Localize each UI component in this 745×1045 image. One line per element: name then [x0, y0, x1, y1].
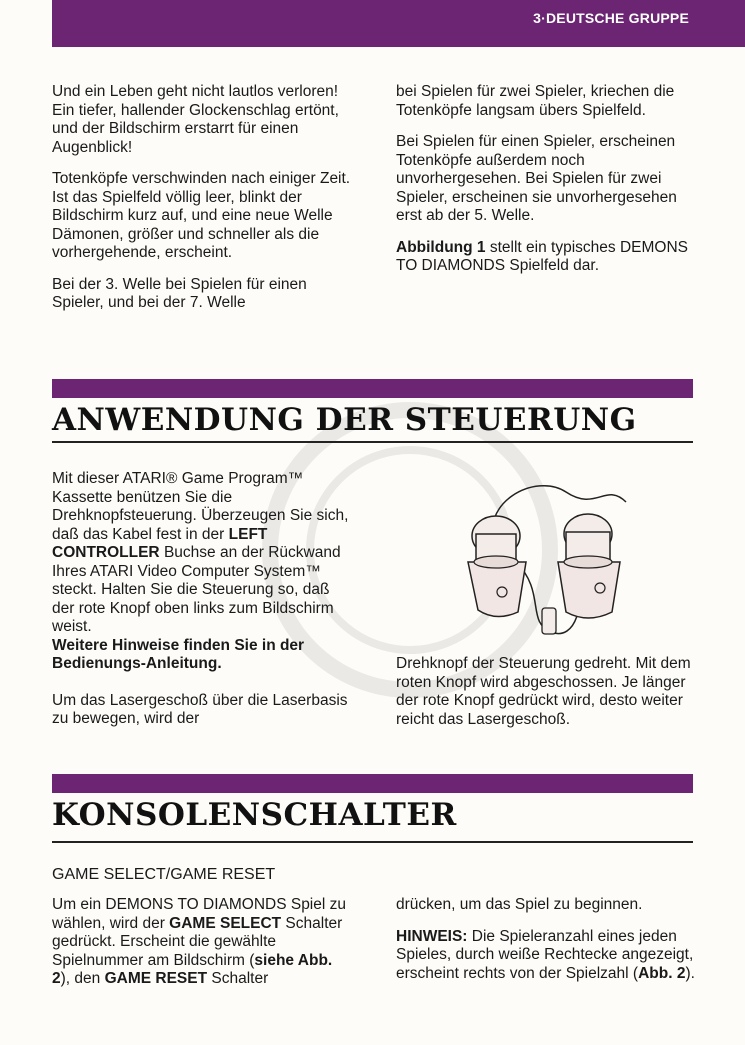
note-label: HINWEIS: [396, 927, 468, 945]
steuerung-paragraph [52, 470, 352, 637]
divider [52, 441, 693, 443]
konsole-paragraph: drücken, um das Spiel zu beginnen. [396, 896, 643, 913]
section-bar [52, 379, 693, 398]
game-select-label: GAME SELECT [169, 914, 282, 932]
section-bar [52, 774, 693, 793]
paragraph-text: Um ein DEMONS TO DIAMONDS Spiel zu wählen, wird der [52, 896, 346, 932]
manual-note [52, 637, 352, 674]
paragraph-text: Die Spieleranzahl eines jeden Spieles, durch weiße Rechtecke angezeigt, erscheint rechts von der Spielzahl ( [396, 927, 694, 982]
paragraph-text: Schalter gedrückt. Erscheint die gewählte Spielnummer am Bildschirm ( [52, 914, 343, 969]
steuerung-left-column [52, 470, 352, 729]
intro-paragraph: Und ein Leben geht nicht lautlos verloren! Ein tiefer, hallender Glockenschlag ertönt, und der Bildschirm erstarrt für einen Augenblick! [52, 83, 339, 156]
intro-paragraph: Totenköpfe verschwinden nach einiger Zeit. Ist das Spielfeld völlig leer, blinkt der Bildschirm kurz auf, und eine neue Welle Dämonen, größer und schneller als die vorhergehende, erscheint. [52, 170, 351, 261]
konsole-right-column [396, 896, 706, 983]
paragraph-text: stellt ein typisches DEMONS TO DIAMONDS Spielfeld dar. [396, 238, 688, 274]
divider [52, 841, 693, 843]
steuerung-paragraph: Um das Lasergeschoß über die Laserbasis zu bewegen, wird der [52, 691, 348, 727]
section-title-steuerung: ANWENDUNG DER STEUERUNG [52, 402, 637, 438]
figure-reference: siehe Abb. 2 [52, 951, 333, 987]
figure-reference: Abbildung 1 [396, 238, 486, 256]
paragraph-text: Buchse an der Rückwand Ihres ATARI Video Computer System™ steckt. Halten Sie die Steuerung so, daß der rote Knopf oben links zum Bildschirm weist. [52, 544, 341, 635]
konsole-paragraph [52, 896, 352, 989]
subheading-game-select: GAME SELECT/GAME RESET [52, 866, 276, 883]
steuerung-paragraph: Drehknopf der Steuerung gedreht. Mit dem roten Knopf wird abgeschossen. Je länger der rote Knopf gedrückt wird, desto weiter reicht das Lasergeschoß. [396, 655, 691, 728]
paragraph-text: Mit dieser ATARI® Game Program™ Kassette benützen Sie die Drehknopfsteuerung. Überzeugen Sie sich, daß das Kabel fest in der [52, 470, 349, 543]
paragraph-text: ), den [60, 970, 105, 987]
intro-paragraph: bei Spielen für zwei Spieler, kriechen die Totenköpfe langsam übers Spielfeld. [396, 83, 675, 119]
steuerung-right-column [396, 655, 706, 729]
section-label: 3·DEUTSCHE GRUPPE [533, 10, 689, 26]
paragraph-text: ). [685, 964, 695, 982]
manual-note-text: Weitere Hinweise finden Sie in der Bedienungs-Anleitung. [52, 636, 305, 672]
section-title-konsole: KONSOLENSCHALTER [52, 797, 457, 833]
figure-reference: Abb. 2 [638, 964, 686, 982]
intro-left-column [52, 83, 352, 313]
konsole-paragraph [396, 928, 706, 984]
intro-right-column [396, 83, 706, 276]
intro-paragraph: Bei der 3. Welle bei Spielen für einen Spieler, und bei der 7. Welle [52, 275, 307, 311]
intro-paragraph: Bei Spielen für einen Spieler, erscheinen Totenköpfe außerdem noch unvorhergesehen. Bei Spielen für zwei Spieler, erscheinen sie unvorhergesehen erst ab der 5. Welle. [396, 133, 677, 224]
controller-port-label: LEFT CONTROLLER [52, 525, 268, 561]
paddle-controllers-illustration [456, 462, 646, 652]
konsole-left-column [52, 896, 352, 989]
paragraph-text: Schalter [207, 970, 269, 987]
header-bar [52, 0, 745, 47]
game-reset-label: GAME RESET [104, 970, 208, 987]
intro-paragraph [396, 239, 706, 276]
